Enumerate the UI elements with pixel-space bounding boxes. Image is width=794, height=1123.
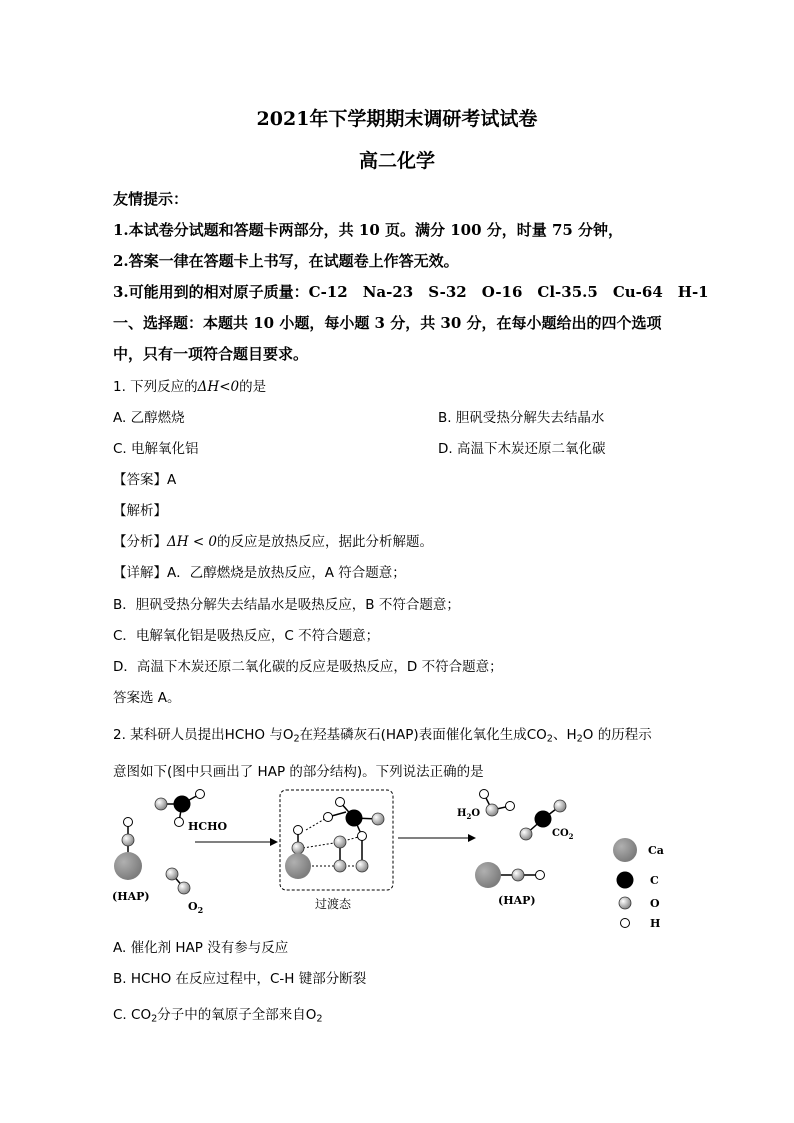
q2-option-c-pre: C. xyxy=(113,1007,132,1023)
ts-o-atom xyxy=(334,860,346,872)
q2-option-c-mid: 分子中的氧原子全部来自 xyxy=(157,1007,306,1023)
answer-value: A xyxy=(167,472,177,488)
detail-a-text: A．乙醇燃烧是放热反应，A 符合题意； xyxy=(167,565,406,581)
section-heading-line1: 一、选择题：本题共 10 小题，每小题 3 分，共 30 分，在每小题给出的四个选项 xyxy=(113,314,662,332)
reaction-mechanism-figure xyxy=(100,782,700,942)
legend-o-label: O xyxy=(650,897,660,910)
o2-label: $O_2$ xyxy=(188,900,204,915)
ts-c-atom xyxy=(346,810,363,827)
co2-o-atom xyxy=(520,828,532,840)
fenxi-text: 的反应是放热反应，据此分析解题。 xyxy=(217,534,434,550)
q1-detail-c: C．电解氧化铝是吸热反应，C 不符合题意； xyxy=(113,628,380,644)
analysis-tag: 【解析】 xyxy=(113,503,167,519)
fenxi-math: ΔH < 0 xyxy=(167,534,218,550)
hcho-c-atom xyxy=(174,796,191,813)
q2-option-a: A. 催化剂 HAP 没有参与反应 xyxy=(113,940,289,956)
co2-c-atom xyxy=(535,811,552,828)
q1-option-b: B. 胆矾受热分解失去结晶水 xyxy=(438,410,605,426)
q2-stem-1c: 、H xyxy=(552,727,577,743)
h2o-o-atom xyxy=(486,804,498,816)
ts-o-atom xyxy=(292,842,304,854)
q1-answer xyxy=(113,468,176,488)
q1-detail-b: B．胆矾受热分解失去结晶水是吸热反应，B 不符合题意； xyxy=(113,597,460,613)
q2-option-c-co2: CO xyxy=(131,1007,152,1023)
hcho-h-atom xyxy=(196,790,205,799)
hap-o-atom xyxy=(122,834,134,846)
ts-o-atom xyxy=(334,836,346,848)
q2-stem-1d: O 的历程示 xyxy=(582,727,652,743)
ts-h-atom xyxy=(294,826,303,835)
q2-stem-line2: 意图如下(图中只画出了 HAP 的部分结构)。下列说法正确的是 xyxy=(113,764,484,780)
hap-right-ca-atom xyxy=(475,862,501,888)
ts-o-atom xyxy=(356,860,368,872)
q2-stem-line1 xyxy=(113,723,652,743)
q1-fenxi xyxy=(113,530,433,550)
o2-o-atom xyxy=(178,882,190,894)
legend-c-label: C xyxy=(650,874,659,887)
legend-h-label: H xyxy=(650,917,661,930)
hap-right-o-atom xyxy=(512,869,524,881)
q1-option-c: C. 电解氧化铝 xyxy=(113,441,199,457)
legend-c-swatch xyxy=(617,872,634,889)
q2-stem-1a: 2. 某科研人员提出HCHO 与O xyxy=(113,727,294,743)
q2-co2-sub: 2 xyxy=(546,733,553,745)
h2o-label: $H_2O$ xyxy=(457,808,481,821)
ts-o-atom xyxy=(372,813,384,825)
notice-item-2: 2.答案一律在答题卡上书写，在试题卷上作答无效。 xyxy=(113,252,459,270)
section-heading-line2: 中，只有一项符合题目要求。 xyxy=(113,345,309,363)
detail-tag: 【详解】 xyxy=(113,565,167,581)
notice-item-1: 1.本试卷分试题和答题卡两部分，共 10 页。满分 100 分，时量 75 分钟， xyxy=(113,221,624,239)
q1-detail-d: D．高温下木炭还原二氧化碳的反应是吸热反应，D 不符合题意； xyxy=(113,659,503,675)
q2-o2-sub: 2 xyxy=(293,733,300,745)
hcho-h-atom xyxy=(175,818,184,827)
hap-ca-atom xyxy=(114,852,142,880)
legend-ca-swatch xyxy=(613,838,637,862)
q1-stem-post: 的是 xyxy=(239,379,267,395)
co2-label: $CO_2$ xyxy=(552,828,574,841)
q1-option-d: D. 高温下木炭还原二氧化碳 xyxy=(438,441,606,457)
legend-o-swatch xyxy=(619,897,631,909)
ts-h-atom xyxy=(336,798,345,807)
transition-label: 过渡态 xyxy=(315,897,352,911)
q2-option-c xyxy=(113,1003,323,1023)
q1-stem-math: ΔH<0 xyxy=(197,379,240,395)
q1-stem xyxy=(113,375,266,395)
fenxi-tag: 【分析】 xyxy=(113,534,167,550)
q1-conclusion: 答案选 A。 xyxy=(113,690,181,706)
legend-ca-label: Ca xyxy=(648,844,664,857)
hap-h-atom xyxy=(124,818,133,827)
q1-detail-a xyxy=(113,561,406,581)
q2-option-c-o2-sub: 2 xyxy=(316,1013,323,1025)
ts-h-atom xyxy=(324,813,333,822)
hap-left-label: (HAP) xyxy=(112,890,150,903)
ts-h-atom xyxy=(358,832,367,841)
q1-stem-pre: 1. 下列反应的 xyxy=(113,379,198,395)
q2-h2o-sub: 2 xyxy=(576,733,583,745)
hcho-label: HCHO xyxy=(188,820,228,833)
notice-heading: 友情提示： xyxy=(113,190,189,208)
o2-o-atom xyxy=(166,868,178,880)
ts-ca-atom xyxy=(285,853,311,879)
h2o-h-atom xyxy=(480,790,489,799)
q2-option-b: B. HCHO 在反应过程中，C-H 键部分断裂 xyxy=(113,971,367,987)
q2-option-c-o2: O xyxy=(305,1007,317,1023)
q1-option-a: A. 乙醇燃烧 xyxy=(113,410,185,426)
exam-subtitle: 高二化学 xyxy=(358,150,435,172)
hap-right-h-atom xyxy=(536,871,545,880)
co2-o-atom xyxy=(554,800,566,812)
hap-right-label: (HAP) xyxy=(498,894,536,907)
exam-title: 2021年下学期期末调研考试试卷 xyxy=(256,108,538,130)
answer-tag: 【答案】 xyxy=(113,472,167,488)
notice-item-3: 3.可能用到的相对原子质量：C-12 Na-23 S-32 O-16 Cl-35.5 Cu-64 H-1 xyxy=(113,283,709,301)
q2-option-c-co2-sub: 2 xyxy=(151,1013,158,1025)
legend-h-swatch xyxy=(621,919,630,928)
hcho-o-atom xyxy=(155,798,167,810)
h2o-h-atom xyxy=(506,802,515,811)
q2-stem-1b: 在羟基磷灰石(HAP)表面催化氧化生成CO xyxy=(299,727,547,743)
